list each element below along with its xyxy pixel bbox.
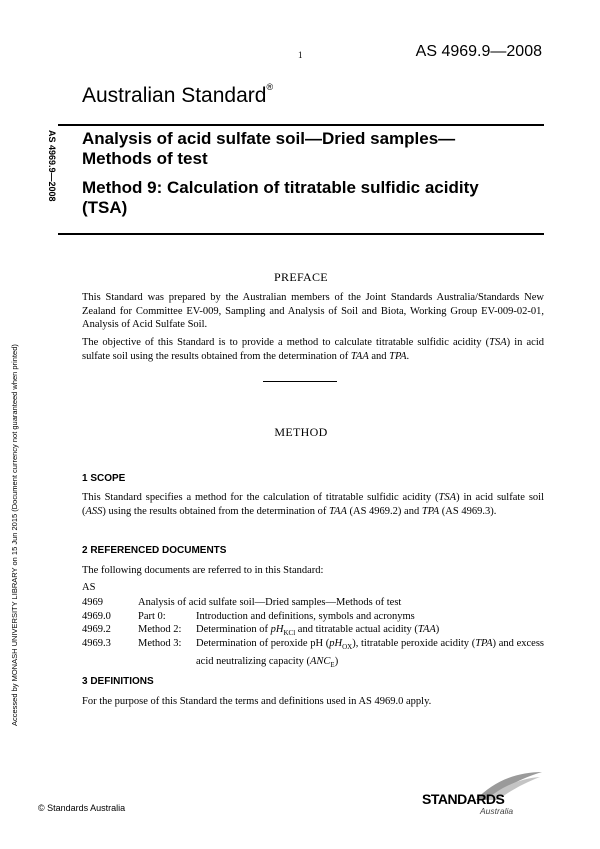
section-divider xyxy=(263,381,337,382)
ph-term: pH xyxy=(270,624,284,635)
tpa-term: TPA xyxy=(389,350,407,362)
subscript: OX xyxy=(342,643,353,652)
reference-number: 4969 xyxy=(82,597,103,608)
standards-australia-logo xyxy=(416,770,546,820)
referenced-documents-intro: The following documents are referred to in this Standard: xyxy=(82,565,324,576)
definitions-heading: 3 DEFINITIONS xyxy=(82,676,154,687)
preface-paragraph-1: This Standard was prepared by the Australian members of the Joint Standards Australia/Standards New Zealand for Committee EV-009, Sampling and Analysis of Soil and Biota, Working Group EV-009-02-01, Analysis of Acid Sulfate Soil. xyxy=(82,292,544,330)
method-heading: METHOD xyxy=(274,425,328,439)
logo-subtitle: Australia xyxy=(480,806,514,816)
ph-term: pH xyxy=(329,638,343,649)
side-document-code: AS 4969.9—2008 xyxy=(47,130,57,202)
text-run: ), titratable peroxide acidity ( xyxy=(352,638,476,649)
text-run: and titratable actual acidity ( xyxy=(295,624,418,635)
document-code: AS 4969.9—2008 xyxy=(415,43,542,60)
standard-label xyxy=(82,84,273,108)
text-run: (AS 4969.3). xyxy=(439,505,497,517)
reference-row xyxy=(82,610,544,624)
document-title xyxy=(82,129,455,169)
scope-paragraph xyxy=(82,491,544,518)
text-run: Determination of xyxy=(196,624,271,635)
ass-term: ASS xyxy=(85,505,103,517)
text-run: Determination of peroxide pH ( xyxy=(196,638,330,649)
text-run: ) using the results obtained from the determination of xyxy=(102,505,329,517)
text-run: . xyxy=(406,350,410,362)
text-run: ) xyxy=(435,624,440,635)
text-run: ) and excess acid neutralizing capacity ( xyxy=(196,638,544,667)
reference-row xyxy=(82,637,544,669)
tpa-term: TPA xyxy=(421,505,440,517)
taa-term: TAA xyxy=(417,624,436,635)
scope-heading: 1 SCOPE xyxy=(82,473,126,484)
text-run: and xyxy=(368,350,390,362)
tsa-term: TSA xyxy=(489,337,507,348)
reference-number: 4969.3 xyxy=(82,638,111,649)
reference-number: 4969.2 xyxy=(82,624,111,635)
title-line-1: Analysis of acid sulfate soil—Dried samples— xyxy=(82,129,456,148)
reference-description xyxy=(196,637,544,672)
subscript: KCl xyxy=(283,629,296,638)
reference-description: Analysis of acid sulfate soil—Dried samples—Methods of test xyxy=(138,597,402,608)
method-title xyxy=(82,178,479,218)
text-run: ) xyxy=(334,655,339,667)
title-top-rule xyxy=(58,124,544,126)
anc-term: ANC xyxy=(309,655,331,667)
access-watermark-note: Accessed by MONASH UNIVERSITY LIBRARY on 15 Jun 2015 (Document currency not guaranteed when printed) xyxy=(10,344,19,726)
reference-part: Method 3: xyxy=(138,638,182,649)
title-bottom-rule xyxy=(58,233,544,235)
method-title-line-2: (TSA) xyxy=(82,198,128,217)
subscript: E xyxy=(330,660,335,669)
method-title-line-1: Method 9: Calculation of titratable sulfidic acidity xyxy=(82,178,479,197)
preface-heading: PREFACE xyxy=(274,270,328,284)
taa-term: TAA xyxy=(329,505,347,517)
text-run: ) in acid sulfate soil using the results obtained from the determination of xyxy=(82,337,544,362)
reference-row xyxy=(82,623,544,637)
reference-part: Part 0: xyxy=(138,611,166,622)
text-run: This Standard specifies a method for the calculation of titratable sulfidic acidity ( xyxy=(82,492,439,503)
registered-mark: ® xyxy=(266,82,274,92)
referenced-documents-prefix: AS xyxy=(82,582,96,593)
standard-label-text: Australian Standard xyxy=(82,84,267,107)
logo-wordmark: STANDARDS xyxy=(422,791,505,807)
taa-term: TAA xyxy=(350,350,369,362)
page-number: 1 xyxy=(298,50,303,60)
referenced-documents-heading: 2 REFERENCED DOCUMENTS xyxy=(82,545,227,556)
copyright-notice: © Standards Australia xyxy=(38,803,126,813)
reference-part: Method 2: xyxy=(138,624,182,635)
preface-paragraph-2 xyxy=(82,336,544,363)
text-run: The objective of this Standard is to provide a method to calculate titratable sulfidic acidity ( xyxy=(82,337,490,348)
reference-row xyxy=(82,596,544,610)
tsa-term: TSA xyxy=(438,492,457,503)
text-run: ) in acid sulfate soil ( xyxy=(82,492,545,517)
title-line-2: Methods of test xyxy=(82,149,208,168)
reference-number: 4969.0 xyxy=(82,611,111,622)
text-run: (AS 4969.2) and xyxy=(346,505,422,517)
tpa-term: TPA xyxy=(475,638,493,649)
definitions-paragraph: For the purpose of this Standard the terms and definitions used in AS 4969.0 apply. xyxy=(82,696,432,707)
reference-description: Introduction and definitions, symbols and acronyms xyxy=(196,611,415,622)
